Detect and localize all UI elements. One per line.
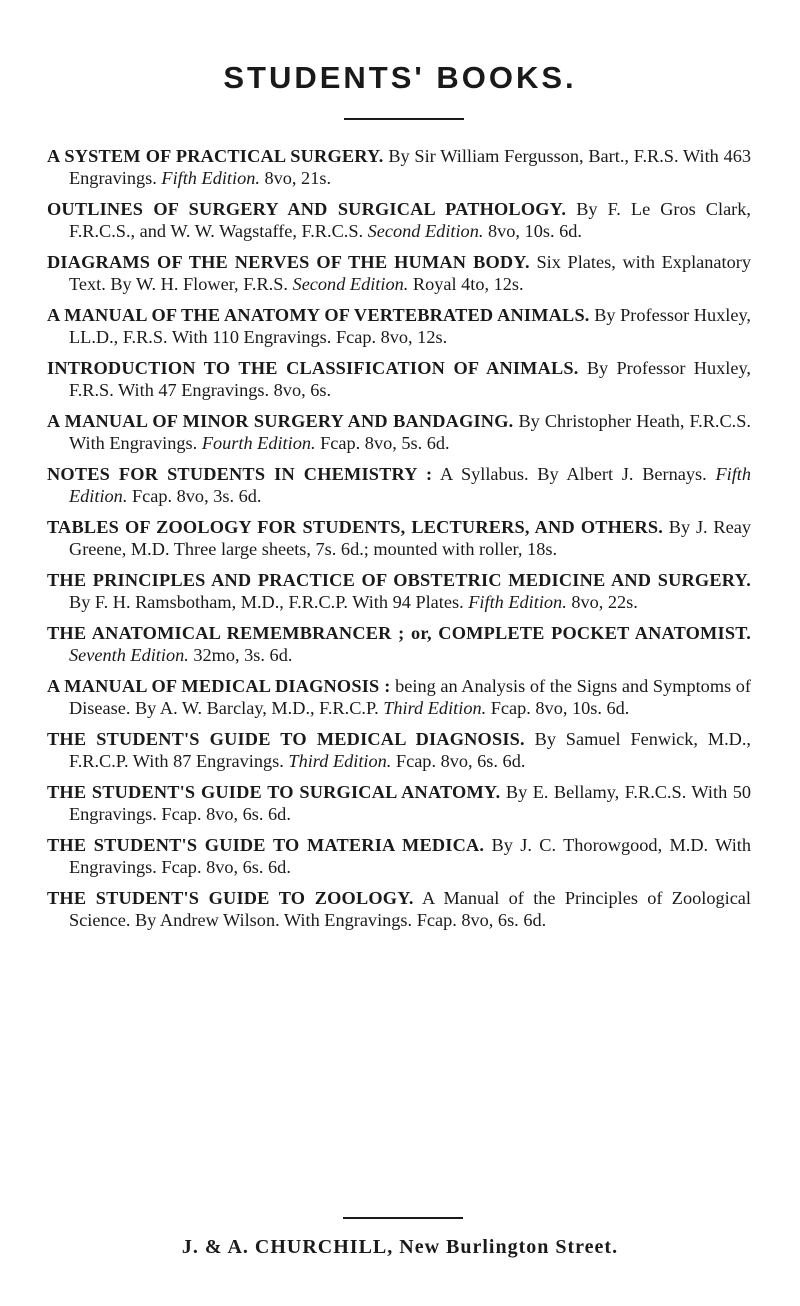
book-format-price: Fcap. 8vo, 6s. 6d. xyxy=(391,751,526,772)
book-entry xyxy=(47,516,751,561)
book-details: By J. C. Thorowgood, M.D. With Engravings. Fcap. 8vo, 6s. 6d. xyxy=(69,834,751,878)
book-edition: Seventh Edition. xyxy=(69,645,189,666)
book-entry xyxy=(47,463,751,508)
book-entry xyxy=(47,728,751,773)
book-entry xyxy=(47,887,751,932)
page-title: STUDENTS' BOOKS. xyxy=(223,60,577,95)
book-entry xyxy=(47,251,751,296)
book-format-price: 8vo, 22s. xyxy=(566,592,638,613)
book-details: By F. Le Gros Clark, F.R.C.S., and W. W. Wagstaffe, F.R.C.S. xyxy=(69,198,751,242)
book-entry xyxy=(47,304,751,349)
book-edition: Third Edition. xyxy=(383,698,487,719)
publisher-imprint: J. & A. CHURCHILL, New Burlington Street. xyxy=(181,1236,619,1258)
book-format-price: Fcap. 8vo, 3s. 6d. xyxy=(127,486,262,507)
book-entry xyxy=(47,145,751,190)
book-details: A Syllabus. By Albert J. Bernays. xyxy=(432,463,716,484)
book-details: By J. Reay Greene, M.D. Three large sheets, 7s. 6d.; mounted with roller, 18s. xyxy=(69,516,751,560)
book-title: THE ANATOMICAL REMEMBRANCER ; or, COMPLETE POCKET ANATOMIST. xyxy=(47,622,751,643)
top-divider xyxy=(344,118,464,120)
book-entry xyxy=(47,410,751,455)
book-title: A SYSTEM OF PRACTICAL SURGERY. xyxy=(47,146,384,166)
book-title: THE STUDENT'S GUIDE TO SURGICAL ANATOMY. xyxy=(47,781,501,802)
book-edition: Fourth Edition. xyxy=(201,433,316,454)
book-details: By F. H. Ramsbotham, M.D., F.R.C.P. With 94 Plates. xyxy=(69,592,469,613)
book-details: By Professor Huxley, LL.D., F.R.S. With 110 Engravings. Fcap. 8vo, 12s. xyxy=(69,304,751,348)
book-title: INTRODUCTION TO THE CLASSIFICATION OF ANIMALS. xyxy=(47,357,579,378)
book-edition: Third Edition. xyxy=(288,751,392,772)
book-format-price: 32mo, 3s. 6d. xyxy=(188,645,293,666)
book-details: being an Analysis of the Signs and Symptoms of Disease. By A. W. Barclay, M.D., F.R.C.P. xyxy=(69,675,752,719)
book-title: A MANUAL OF MINOR SURGERY AND BANDAGING. xyxy=(47,410,514,431)
book-details: By Sir William Fergusson, Bart., F.R.S. With 463 Engravings. xyxy=(69,146,752,189)
book-title: THE STUDENT'S GUIDE TO MATERIA MEDICA. xyxy=(47,834,485,855)
book-title: THE STUDENT'S GUIDE TO MEDICAL DIAGNOSIS. xyxy=(47,728,525,749)
book-details: Six Plates, with Explanatory Text. By W. H. Flower, F.R.S. xyxy=(69,251,751,295)
book-edition: Fifth Edition. xyxy=(69,463,751,507)
book-edition: Fifth Edition. xyxy=(468,592,567,613)
book-entry xyxy=(47,781,751,826)
book-entry xyxy=(47,675,751,720)
book-format-price: 8vo, 10s. 6d. xyxy=(483,221,582,242)
bottom-divider xyxy=(343,1217,463,1219)
book-edition: Second Edition. xyxy=(367,221,484,242)
book-format-price: Fcap. 8vo, 5s. 6d. xyxy=(315,433,450,454)
book-details: By Samuel Fenwick, M.D., F.R.C.P. With 87 Engravings. xyxy=(69,728,751,772)
book-edition: Fifth Edition. xyxy=(161,168,260,189)
book-details: A Manual of the Principles of Zoological Science. By Andrew Wilson. With Engravings. Fcap. 8vo, 6s. 6d. xyxy=(69,887,752,931)
book-title: THE STUDENT'S GUIDE TO ZOOLOGY. xyxy=(47,887,414,908)
book-title: A MANUAL OF MEDICAL DIAGNOSIS : xyxy=(47,675,391,696)
book-format-price: Fcap. 8vo, 10s. 6d. xyxy=(486,698,630,719)
book-entry xyxy=(47,569,751,614)
book-title: OUTLINES OF SURGERY AND SURGICAL PATHOLOGY. xyxy=(47,198,567,219)
book-title: A MANUAL OF THE ANATOMY OF VERTEBRATED ANIMALS. xyxy=(47,304,590,325)
book-details: By Professor Huxley, F.R.S. With 47 Engravings. 8vo, 6s. xyxy=(69,357,751,401)
book-entry xyxy=(47,622,751,667)
book-format-price: Royal 4to, 12s. xyxy=(408,274,524,295)
book-entry xyxy=(47,198,751,243)
book-list xyxy=(47,145,751,940)
book-edition: Second Edition. xyxy=(292,274,409,295)
book-title: THE PRINCIPLES AND PRACTICE OF OBSTETRIC MEDICINE AND SURGERY. xyxy=(47,569,751,590)
book-details: By Christopher Heath, F.R.C.S. With Engravings. xyxy=(69,410,751,454)
book-entry xyxy=(47,357,751,402)
book-title: TABLES OF ZOOLOGY FOR STUDENTS, LECTURERS, AND OTHERS. xyxy=(47,516,664,537)
book-title: NOTES FOR STUDENTS IN CHEMISTRY : xyxy=(47,463,433,484)
book-details: By E. Bellamy, F.R.C.S. With 50 Engravings. Fcap. 8vo, 6s. 6d. xyxy=(69,781,751,825)
book-format-price: 8vo, 21s. xyxy=(259,168,332,189)
book-entry xyxy=(47,834,751,879)
book-title: DIAGRAMS OF THE NERVES OF THE HUMAN BODY. xyxy=(47,251,530,272)
